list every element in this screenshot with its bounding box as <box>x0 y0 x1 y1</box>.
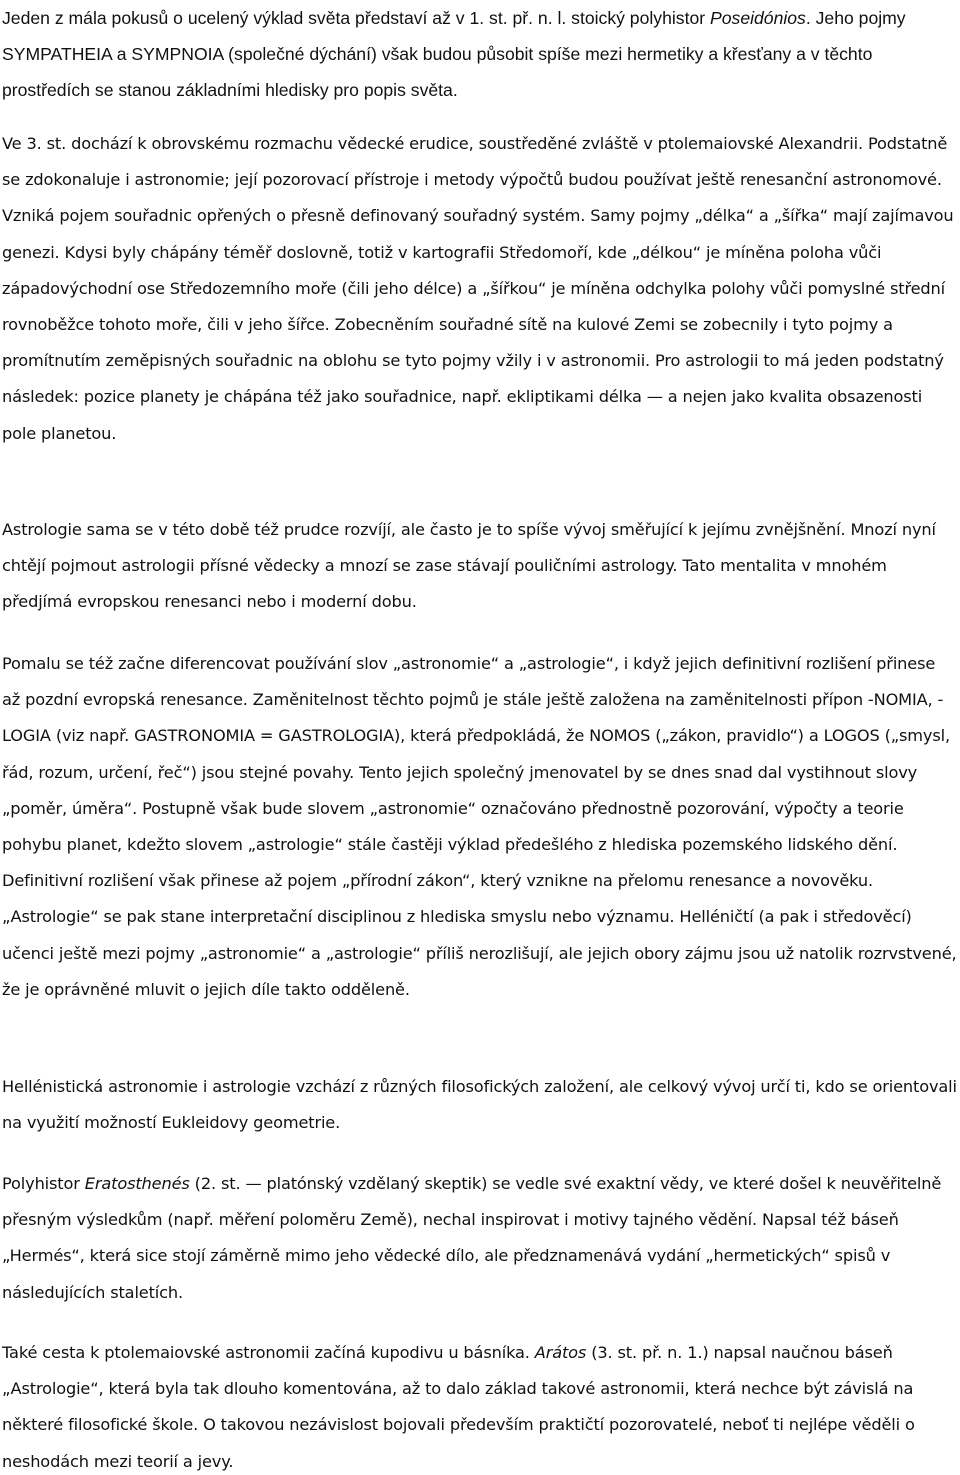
text-run: Astrologie sama se v této době též prudce rozvíjí, ale často je to spíše vývoj směřující k jejímu zvnějšnění. Mnozí nyní chtějí pojmout astrologii přísné vědecky a mnozí se zase stávají pouličními astrology. Tato mentalita v mnohém předjímá evropskou renesanci nebo i moderní dobu. <box>2 520 936 612</box>
paragraph-eratosthenes <box>2 1166 958 1311</box>
text-run: Také cesta k ptolemaiovské astronomii začíná kupodivu u básníka. <box>2 1343 535 1362</box>
paragraph-astrology-development <box>2 512 958 621</box>
paragraph-hellenistic-geometry <box>2 1069 958 1141</box>
paragraph-astronomy-vs-astrology <box>2 646 958 1008</box>
text-run: Hellénistická astronomie i astrologie vzchází z různých filosofických založení, ale celkový vývoj určí ti, kdo se orientovali na využití možností Eukleidovy geometrie. <box>2 1077 957 1133</box>
text-run: Jeden z mála pokusů o ucelený výklad světa představí až v 1. st. př. n. l. stoický polyhistor <box>2 8 710 28</box>
paragraph-stoic-poseidonios <box>2 0 952 108</box>
text-run: Polyhistor <box>2 1174 85 1193</box>
text-run: Ve 3. st. dochází k obrovskému rozmachu vědecké erudice, soustředěné zvláště v ptolemaiovské Alexandrii. Podstatně se zdokonaluje i astronomie; její pozorovací přístroje i metody výpočtů budou používat ještě renesanční astronomové. Vzniká pojem souřadnic opřených o přesně definovaný souřadný systém. Samy pojmy „délka“ a „šířka“ mají zajímavou genezi. Kdysi byly chápány téměř doslovně, totiž v kartografii Středomoří, kde „délkou“ je míněna poloha vůči západovýchodní ose Středozemního moře (čili jeho délce) a „šířkou“ je míněna odchylka polohy vůči pomyslné střední rovnoběžce tohoto moře, čili v jeho šířce. Zobecněním souřadné sítě na kulové Zemi se zobecnily i tyto pojmy a promítnutím zeměpisných souřadnic na oblohu se tyto pojmy vžily i v astronomii. Pro astrologii to má jeden podstatný následek: pozice planety je chápána též jako souřadnice, např. ekliptikami délka — a nejen jako kvalita obsazenosti pole planetou. <box>2 134 954 443</box>
italic-name: Poseidónios <box>710 8 806 28</box>
text-run: Pomalu se též začne diferencovat používání slov „astronomie“ a „astrologie“, i když jejich definitivní rozlišení přinese až pozdní evropská renesance. Zaměnitelnost těchto pojmů je stále ještě založena na zaměnitelnosti přípon -NOMIA, -LOGIA (viz např. GASTRONOMIA = GASTROLOGIA), která předpokládá, že NOMOS („zákon, pravidlo“) a LOGOS („smysl, řád, rozum, určení, řeč“) jsou stejné povahy. Tento jejich společný jmenovatel by se dnes snad dal vystihnout slovy „poměr, úměra“. Postupně však bude slovem „astronomie“ označováno přednostně pozorování, výpočty a teorie pohybu planet, kdežto slovem „astrologie“ stále častěji výklad předešlého z hlediska pozemského lidského dění. Definitivní rozlišení však přinese až pojem „přírodní zákon“, který vznikne na přelomu renesance a novověku. „Astrologie“ se pak stane interpretační disciplinou z hlediska smyslu nebo významu. Helléničtí (a pak i středověcí) učenci ještě mezi pojmy „astronomie“ a „astrologie“ příliš nerozlišují, ale jejich obory zájmu jsou už natolik rozrvstvené, že je oprávněné mluvit o jejich díle takto odděleně. <box>2 654 957 999</box>
text-run: (2. st. — platónský vzdělaný skeptik) se vedle své exaktní vědy, ve které došel k neuvěřitelně přesným výsledkům (např. měření poloměru Země), nechal inspirovat i motivy tajného vědění. Napsal též báseň „Hermés“, která sice stojí záměrně mimo jeho vědecké dílo, ale předznamenává vydání „hermetických“ spisů v následujících staletích. <box>2 1174 942 1302</box>
paragraph-alexandria-coordinates <box>2 126 958 452</box>
italic-name: Eratosthenés <box>84 1174 190 1193</box>
text-run: (3. st. př. n. 1.) napsal naučnou báseň „Astrologie“, která byla tak dlouho komentována, až to dalo základ takové astronomii, která nechce být závislá na některé filosofické škole. O takovou nezávislost bojovali především praktičtí pozorovatelé, neboť ti nejlépe věděli o neshodách mezi teorií a jevy. <box>2 1343 915 1471</box>
paragraph-aratos <box>2 1335 958 1475</box>
italic-name: Arátos <box>534 1343 587 1362</box>
text-run: . Jeho pojmy SYMPATHEIA a SYMPNOIA (společné dýchání) však budou působit spíše mezi hermetiky a křesťany a v těchto prostředích se stanou základními hledisky pro popis světa. <box>2 8 906 100</box>
